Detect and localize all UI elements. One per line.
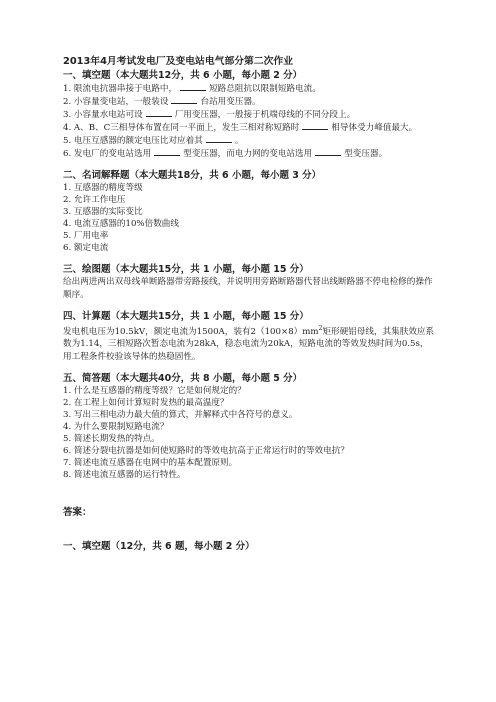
question-text: 3. 小容量水电站可设 bbox=[63, 110, 143, 120]
section-heading: 五、简答题（本大题共40分，共 8 小题，每小题 5 分） bbox=[63, 373, 303, 385]
question-text: 型变压器。 bbox=[344, 149, 388, 159]
section-fill-in-blank bbox=[63, 70, 435, 160]
answer-blank bbox=[146, 108, 172, 117]
question-text: 6. 发电厂的变电站选用 bbox=[63, 149, 152, 159]
section-heading: 三、绘图题（本大题共15分，共 1 小题，每小题 15 分） bbox=[63, 264, 309, 275]
question-text: 型变压器，而电力网的变电站选用 bbox=[183, 149, 313, 159]
question-text: 4. A、B、C三相导体布置在同一平面上，发生三相对称短路时 bbox=[63, 123, 300, 133]
section-short-answer bbox=[63, 373, 435, 481]
section-heading: 四、计算题（本大题共15分，共 1 小题，每小题 15 分） bbox=[63, 311, 309, 322]
document-content bbox=[63, 56, 435, 553]
question-text: 相导体受力峰值最大。 bbox=[331, 123, 418, 133]
answer-blank bbox=[154, 147, 180, 156]
question-item: 5. 厂用电率 bbox=[63, 231, 109, 241]
question-item: 4. 为什么要限制短路电流？ bbox=[63, 422, 169, 433]
answers-section bbox=[63, 507, 435, 553]
question-text: 1. 限流电抗器串接于电路中， bbox=[63, 84, 178, 94]
question-item: 8. 简述电流互感器的运行特性。 bbox=[63, 470, 186, 481]
question-item: 5. 简述长期发热的特点。 bbox=[63, 434, 160, 445]
answers-title: 答案： bbox=[63, 507, 92, 519]
answer-blank bbox=[180, 82, 206, 91]
question-text: 台站用变压器。 bbox=[200, 97, 261, 107]
question-item bbox=[63, 82, 435, 95]
superscript: 2 bbox=[318, 325, 323, 332]
answer-blank bbox=[302, 121, 328, 130]
section-heading: 一、填空题（本大题共12分，共 6 小题，每小题 2 分） bbox=[63, 70, 303, 81]
question-item: 1. 互感器的精度等级 bbox=[63, 183, 143, 193]
question-item: 3. 写出三相电动力最大值的算式，并解释式中各符号的意义。 bbox=[63, 410, 298, 421]
section-term-definitions bbox=[63, 170, 435, 254]
question-item: 1. 什么是互感器的精度等级？它是如何规定的？ bbox=[63, 386, 246, 397]
answer-blank bbox=[315, 147, 341, 156]
question-text: 。 bbox=[234, 136, 244, 146]
question-item bbox=[63, 147, 435, 160]
section-drawing bbox=[63, 264, 435, 301]
question-text: 厂用变压器，一般接于机端母线的不同分段上。 bbox=[174, 110, 356, 120]
question-item bbox=[63, 95, 435, 108]
question-item: 6. 简述分裂电抗器是如何使短路时的等效电抗高于正常运行时的等效电抗？ bbox=[63, 446, 349, 457]
question-item bbox=[63, 134, 435, 147]
question-text: 发电机电压为10.5kV，额定电流为1500A，装有2（100×8）mm bbox=[63, 326, 319, 337]
section-calculation bbox=[63, 311, 435, 363]
document-title: 2013年4月考试发电厂及变电站电气部分第二次作业 bbox=[63, 56, 294, 67]
question-item bbox=[63, 121, 435, 134]
question-item: 2. 在工程上如何计算短时发热的最高温度？ bbox=[63, 398, 229, 409]
question-text: 2. 小容量变电站，一般装设 bbox=[63, 97, 169, 107]
answer-blank bbox=[206, 134, 232, 143]
answers-section-heading: 一、填空题（12分，共 6 题，每小题 2 分） bbox=[63, 541, 255, 553]
section-heading: 二、名词解释题（本大题共18分，共 6 小题，每小题 3 分） bbox=[63, 170, 322, 181]
answer-blank bbox=[171, 95, 197, 104]
question-text: 短路总阻抗以限制短路电流。 bbox=[209, 84, 321, 94]
question-text: 5. 电压互感器的额定电压比对应着其 bbox=[63, 136, 203, 146]
question-item: 6. 额定电流 bbox=[63, 243, 109, 253]
question-item bbox=[63, 108, 435, 121]
question-item: 2. 允许工作电压 bbox=[63, 195, 126, 205]
question-item: 3. 互感器的实际变比 bbox=[63, 207, 143, 217]
question-paragraph: 给出两进两出双母线单断路器带旁路接线，并说明用旁路断路器代替出线断路器不停电检修的操作顺序。 bbox=[63, 277, 433, 300]
question-item: 7. 简述电流互感器在电网中的基本配置原则。 bbox=[63, 458, 238, 469]
question-item: 4. 电流互感器的10%倍数曲线 bbox=[63, 219, 179, 229]
question-paragraph bbox=[63, 323, 435, 363]
question-text: 矩形硬铝母线，其集肤效应系数为1.14，三相短路次暂态电流为28kA，稳态电流为20kA，短路电流的等效发热时间为0.5s，用工程条件校验该导体的热稳固性。 bbox=[63, 326, 435, 362]
